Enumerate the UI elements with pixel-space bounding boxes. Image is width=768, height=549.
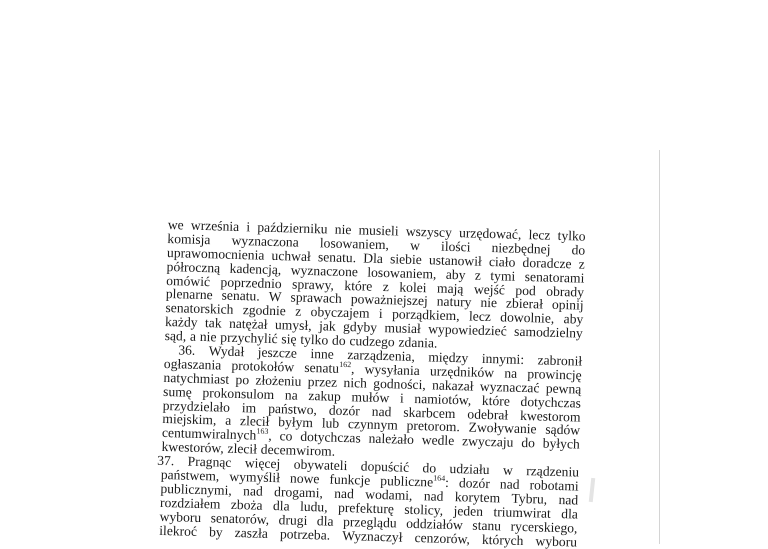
word-text: jeden <box>453 502 484 519</box>
word-text: im <box>241 399 257 416</box>
word <box>235 526 269 541</box>
word-text: oddziałów <box>406 515 464 533</box>
word <box>543 437 580 452</box>
footnote-marker: 162 <box>339 359 352 370</box>
word-text: wodami, <box>365 486 413 503</box>
word-text: prokonsulom <box>202 384 275 402</box>
word <box>379 307 383 321</box>
word-text: Dla <box>363 250 384 266</box>
word <box>521 436 535 450</box>
word-text: lecz <box>528 227 551 243</box>
punctuation: , <box>268 428 272 444</box>
word-text: gdyby <box>342 319 378 336</box>
word-text: triumwirat <box>493 504 552 521</box>
word-text: więcej <box>244 455 281 472</box>
word-text: opinij <box>551 297 584 314</box>
word-text: tylko <box>557 227 586 244</box>
word-text: przeglądu <box>342 513 397 531</box>
word <box>400 391 404 405</box>
word-text: samodzielny <box>513 323 584 341</box>
word-text: miejskim, <box>162 411 217 428</box>
word-text: co <box>279 428 293 444</box>
word-text: byłym <box>278 414 314 431</box>
punctuation: : <box>444 474 450 490</box>
word-text: senatorskich <box>165 300 234 318</box>
word-text: się <box>281 331 297 347</box>
word-text: rycerskiego, <box>510 518 578 536</box>
word-text: wejść <box>473 281 506 297</box>
word-text: sądów <box>545 422 581 439</box>
word-text: natężał <box>228 315 268 333</box>
word-text: dla <box>272 497 290 514</box>
word-text: zlecił <box>239 413 270 430</box>
word-text: a <box>224 413 232 429</box>
word-text: kwestorów, <box>161 439 224 456</box>
word-text: rządzeniu <box>526 463 580 480</box>
word <box>165 329 187 343</box>
word-text: kwestorom <box>519 407 581 425</box>
word-text: prefekturę <box>337 499 395 517</box>
word-text: nie <box>199 329 217 345</box>
word-text: czynnym <box>347 416 399 433</box>
word-text: wymyślił <box>229 468 281 486</box>
word-text: do <box>331 332 346 349</box>
word-text: aby <box>563 311 584 327</box>
word-text: plenarne <box>165 286 213 303</box>
word-text: nich <box>343 374 368 391</box>
word-text: dotychczas <box>300 429 361 446</box>
word-text: każdy <box>164 314 198 331</box>
word <box>246 220 250 234</box>
word-text: zakup <box>308 387 342 404</box>
word-text: które <box>344 277 373 294</box>
word-text: dla <box>316 512 334 529</box>
word-text: umysł, <box>274 317 312 334</box>
word-text: odebrał <box>467 406 509 423</box>
word-text: z <box>382 278 390 294</box>
word-text: stolicy, <box>404 501 444 518</box>
word-text: ilekroć <box>159 522 198 539</box>
word-text: doradcze <box>522 254 572 272</box>
word-text: obyczajem <box>310 304 370 322</box>
word-text: zbierał <box>505 295 544 312</box>
word-text: udziału <box>449 461 490 478</box>
word <box>280 527 331 542</box>
word-text: tak <box>204 315 222 331</box>
word-text: ogłaszania <box>163 355 222 373</box>
word-text: publiczne <box>380 473 434 490</box>
word-text: państwem, <box>160 466 220 484</box>
word-text: funkcje <box>329 471 371 488</box>
word-text: tymi <box>490 267 516 284</box>
word-text: uprawomocnienia <box>166 244 265 263</box>
word-text: w <box>409 237 421 253</box>
word-text: korytem <box>454 489 501 506</box>
word <box>342 529 403 545</box>
word-text: wyznaczona <box>231 232 299 250</box>
word-text: nie <box>334 221 352 238</box>
word-text: sumę <box>162 383 193 400</box>
word-text: urzędników <box>429 363 495 381</box>
word <box>535 534 577 549</box>
word-text: pewną <box>545 380 582 397</box>
word-text: poprzednio <box>220 274 282 291</box>
footnote-marker: 163 <box>256 426 269 437</box>
word-text: i <box>378 306 383 322</box>
word-text: państwo, <box>268 400 318 417</box>
word-text: dowolnie, <box>500 309 555 327</box>
word-text: dotychczas <box>520 393 582 411</box>
word-text: jak <box>318 318 336 334</box>
word-text: nakazał <box>431 377 474 394</box>
word-text: uchwał <box>271 247 312 264</box>
footnote-marker: 164 <box>433 473 446 483</box>
word-text: przez <box>307 373 338 390</box>
word-text: senatorami <box>524 268 585 286</box>
word <box>368 432 414 447</box>
word-text: pod <box>515 282 537 298</box>
word-text: których <box>481 531 524 548</box>
word-text: przychylić <box>220 329 278 347</box>
word-text: cenzorów, <box>414 529 471 547</box>
word-text: rozdziałem <box>159 494 221 512</box>
word-text: byłych <box>542 435 580 452</box>
word-text: namiotów, <box>414 390 472 408</box>
word-text: i <box>246 219 251 235</box>
word-text: pretorom. <box>406 418 461 435</box>
word-text: siebie <box>389 251 422 267</box>
word-text: senatu. <box>317 248 357 266</box>
word-text: lub <box>321 415 340 432</box>
word-text: protokołów <box>231 357 295 375</box>
word-text: dozór <box>328 402 361 419</box>
word-text: nowe <box>289 470 320 487</box>
word-text: do <box>422 460 437 476</box>
word-text: z <box>295 303 302 320</box>
word <box>428 323 507 339</box>
word-text: Tybru, <box>511 490 548 507</box>
word-text: Pragnąc <box>187 453 232 471</box>
word-text: Wydał <box>208 343 245 360</box>
word-text: październiku <box>257 219 328 237</box>
word-text: i <box>399 390 404 406</box>
word-text: Wyznaczył <box>342 527 403 545</box>
word-text: natychmiast <box>163 369 230 387</box>
page-edge-line <box>659 150 660 544</box>
word <box>482 532 524 547</box>
word-text: ludu, <box>299 498 328 515</box>
word <box>422 434 455 449</box>
word-text: potrzeba. <box>279 525 331 543</box>
word-text: senatu <box>304 359 340 376</box>
word-text: między <box>428 349 469 366</box>
word-text: nad <box>558 491 579 508</box>
word-text: skarbcem <box>403 404 456 421</box>
word-text: nad <box>242 483 264 499</box>
word-text: nad <box>334 485 355 502</box>
document-text-block <box>159 218 586 549</box>
word-text: do <box>521 435 536 451</box>
word-text: stanu <box>472 517 502 534</box>
word <box>159 523 197 538</box>
word-text: nad <box>499 476 520 492</box>
word-text: mają <box>436 280 464 296</box>
word-text: z <box>474 267 482 283</box>
word <box>514 325 583 341</box>
word-text: komisja <box>167 230 211 248</box>
word-text: przydzielało <box>162 397 231 415</box>
word <box>227 442 257 457</box>
word-text: nie <box>480 295 498 311</box>
word-text: do <box>571 242 586 258</box>
word-text: cudzego <box>349 333 395 350</box>
word-text: lecz <box>468 308 492 325</box>
word-text: natury <box>436 293 472 310</box>
word-text: omówić <box>166 272 211 289</box>
word-text: zwyczaju <box>461 433 514 451</box>
word-text: które <box>481 392 511 409</box>
word-text: zdania. <box>398 334 438 351</box>
word <box>500 477 520 491</box>
word <box>462 435 514 450</box>
word-text: ustanowił <box>428 252 483 269</box>
word-text: senatorów, <box>210 510 270 527</box>
word-text: porządkiem, <box>391 306 460 324</box>
word-text: losowaniem, <box>319 235 390 253</box>
word-text: ilości <box>440 238 471 255</box>
word-text: wypowiedzieć <box>428 321 507 339</box>
word-text: obrady <box>546 283 585 300</box>
word-text: wysyłania <box>364 361 420 378</box>
word-text: godności, <box>373 375 426 393</box>
word-text: zgodnie <box>242 302 287 319</box>
word-text: zarządzenia, <box>347 347 416 364</box>
word-text: musieli <box>358 222 399 239</box>
word-text: mułów <box>351 388 390 405</box>
word-text: wyboru <box>535 532 578 549</box>
word-text: wszyscy <box>405 223 453 240</box>
word-text: kolei <box>399 279 427 295</box>
word-text: dla <box>561 505 579 522</box>
word <box>209 525 223 539</box>
word-text: by <box>208 523 223 540</box>
word-text: senatu. <box>221 287 260 305</box>
word-text: innymi: <box>481 350 525 368</box>
word-text: tylko <box>300 331 329 348</box>
word-text: września <box>190 217 240 234</box>
word-text: sąd, <box>164 328 187 344</box>
word-text: półroczną <box>166 258 221 276</box>
word-text: decemwirom. <box>260 441 336 460</box>
word-text: wyznaczone <box>290 262 359 279</box>
word-text: niezbędnej <box>491 239 551 257</box>
word-text: wyznaczać <box>479 378 540 396</box>
word-text: a <box>189 328 197 344</box>
word-text: dozór <box>458 475 491 492</box>
word-text: 36. <box>178 342 196 358</box>
word-text: urzędować, <box>458 225 522 242</box>
punctuation: , <box>350 361 355 377</box>
word-text: sprawy, <box>291 276 335 293</box>
word-text: 37. <box>157 452 175 469</box>
word-text: robotami <box>529 477 579 494</box>
word-text: na <box>504 365 518 381</box>
word-text: drogami, <box>273 483 324 501</box>
word-text: Zwoływanie <box>468 419 537 437</box>
word-text: na <box>284 387 298 403</box>
word-text: nad <box>371 403 392 419</box>
word-text: prowincję <box>527 366 582 383</box>
word-text: należało <box>368 431 415 448</box>
word-text: dopuścić <box>360 458 410 475</box>
word-text: we <box>167 217 184 233</box>
word-text: zlecił <box>227 441 258 457</box>
scan-artifact <box>589 478 595 502</box>
word-text: zboża <box>230 496 263 513</box>
word-text: W <box>268 289 282 305</box>
word-text: zabronił <box>537 352 583 369</box>
word-text: aby <box>445 266 466 282</box>
word-text: wyboru <box>159 508 202 525</box>
word-text: zaszła <box>234 524 269 541</box>
word-text: po <box>235 371 250 388</box>
word-text: sprawach <box>290 289 343 307</box>
word-text: w <box>502 462 514 478</box>
word-text: inne <box>310 346 335 362</box>
word-text: obywateli <box>293 456 348 474</box>
word-text: centumwiralnych <box>161 425 257 443</box>
word-text: z <box>578 256 586 272</box>
word-text: drugi <box>278 511 308 528</box>
word-text: wedle <box>421 432 455 449</box>
word-text: musiał <box>384 320 421 337</box>
word-text: publicznymi, <box>160 480 232 498</box>
word-text: złożeniu <box>255 372 302 389</box>
word-text: losowaniem, <box>367 264 437 282</box>
word-text: jeszcze <box>257 344 298 361</box>
word-text: kadencją, <box>229 260 282 277</box>
word-text: poważniejszej <box>350 291 428 309</box>
word-text: nad <box>423 488 444 504</box>
word-text: ciało <box>488 253 516 270</box>
